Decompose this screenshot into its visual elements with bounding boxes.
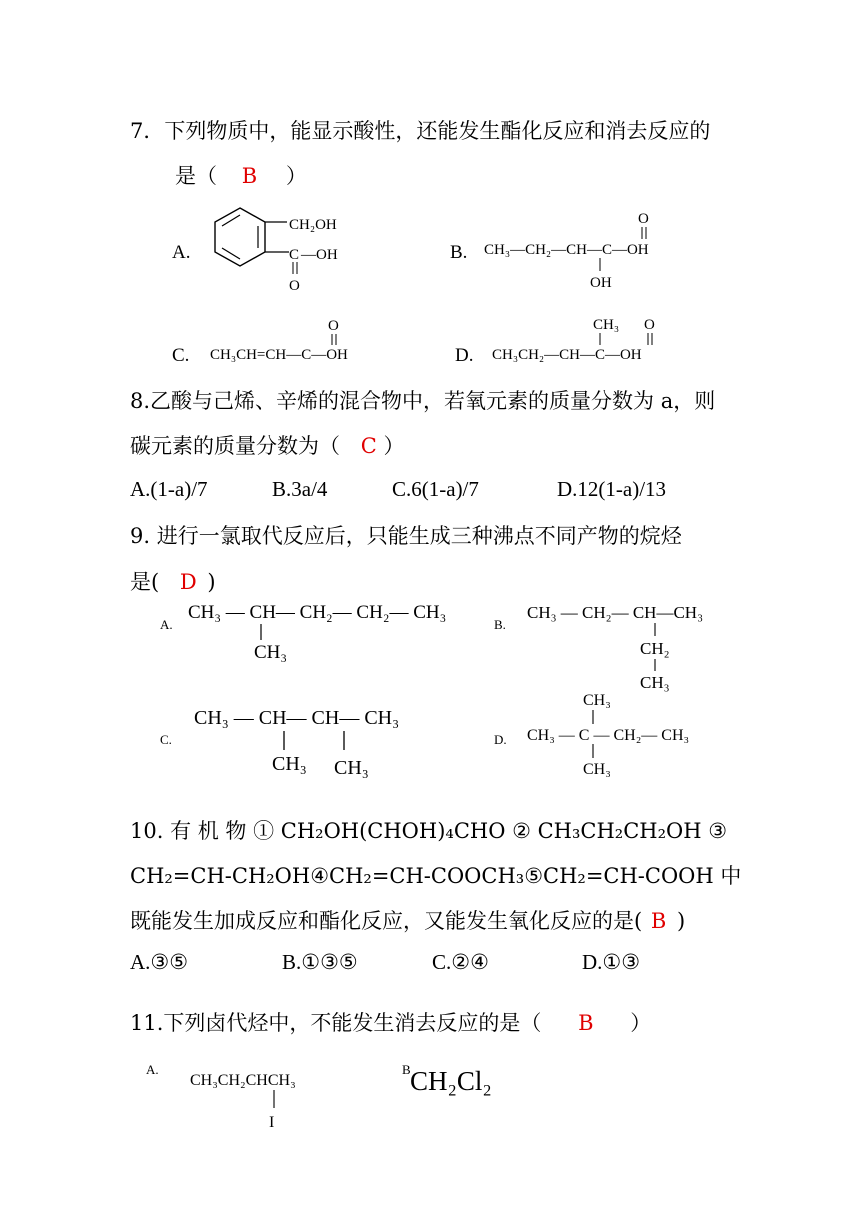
b-oh: OH (590, 275, 612, 291)
q8-option-b: B.3a/4 (272, 477, 328, 501)
q7-option-b-structure (482, 205, 722, 295)
q7-line2 (175, 160, 307, 190)
q11-option-a-label: A. (146, 1062, 159, 1077)
b-formula: CH₃—CH₂—CH—C—OH (484, 242, 649, 258)
c-formula: CH₃CH=CH—C—OH (210, 347, 348, 363)
q9-option-a-structure (186, 598, 476, 666)
q9-line1: 9. 进行一氯取代反应后，只能生成三种沸点不同产物的烷烃 (130, 524, 682, 548)
q7-prefix: 是（ (175, 164, 217, 188)
q8-line2 (130, 430, 404, 460)
q9b-sub2: CH₃ (640, 673, 670, 692)
q7-answer: B (241, 164, 258, 188)
q7-suffix: ） (285, 164, 307, 188)
q9b-sub1: CH₂ (640, 639, 670, 658)
q11-answer: B (578, 1011, 594, 1035)
q9-option-a-label: A. (160, 617, 173, 632)
q7-option-c-label: C. (172, 345, 190, 366)
q11-suffix: ） (630, 1011, 652, 1035)
q7-option-b-label: B. (450, 242, 468, 263)
a-o: O (289, 278, 300, 294)
q9c-sub2: CH₃ (334, 757, 369, 779)
d-o: O (644, 317, 655, 333)
q11-option-b-formula: CH₂Cl₂ (410, 1066, 492, 1096)
q9a-sub: CH₃ (254, 642, 288, 663)
q9-option-d-label: D. (494, 732, 507, 747)
q9c-main: CH₃ — CH— CH— CH₃ (194, 707, 400, 729)
q8-prefix: 碳元素的质量分数为（ (130, 434, 340, 458)
c-o: O (328, 318, 339, 334)
q9-option-c-structure (192, 700, 452, 780)
q11a-i: I (269, 1114, 275, 1131)
a-ch2oh: CH₂OH (289, 217, 337, 233)
q9-option-b-label: B. (494, 617, 506, 632)
q9d-top: CH₃ (583, 692, 611, 709)
q11-option-a-structure (188, 1064, 358, 1136)
q11-option-b-label: B (402, 1062, 411, 1077)
q9-line2 (130, 566, 216, 596)
q9d-bottom: CH₃ (583, 761, 611, 778)
q10-answer: B (650, 909, 667, 933)
q8-answer: C (360, 434, 377, 458)
q9c-sub1: CH₃ (272, 753, 307, 775)
q10-line2: CH₂=CH-CH₂OH④CH₂=CH-COOCH₃⑤CH₂=CH-COOH 中 (130, 864, 742, 888)
q9-answer: D (179, 570, 197, 594)
q9b-main: CH₃ — CH₂— CH—CH₃ (527, 603, 703, 622)
q11a-formula: CH₃CH₂CHCH₃ (190, 1072, 296, 1089)
q7-option-a-label: A. (172, 242, 191, 263)
q8-line1: 8.乙酸与己烯、辛烯的混合物中，若氧元素的质量分数为 a，则 (130, 389, 716, 413)
q11-prefix: 11.下列卤代烃中，不能发生消去反应的是（ (130, 1011, 542, 1035)
q8-suffix: ） (383, 434, 405, 458)
q10-option-b: B.①③⑤ (282, 950, 358, 974)
q8-option-c: C.6(1-a)/7 (392, 477, 479, 501)
q7-line1: 7．下列物质中，能显示酸性，还能发生酯化反应和消去反应的 (130, 119, 711, 143)
q7-option-a-structure (205, 200, 365, 300)
q9-prefix: 是( (130, 570, 160, 594)
q8-option-d: D.12(1-a)/13 (557, 477, 667, 501)
b-o: O (638, 211, 649, 227)
q9d-main: CH₃ — C — CH₂— CH₃ (527, 727, 690, 744)
q10-prefix: 既能发生加成反应和酯化反应，又能发生氧化反应的是( (130, 909, 643, 933)
q10-line3 (130, 905, 685, 935)
q8-options (130, 477, 666, 502)
d-formula: CH₃CH₂—CH—C—OH (492, 347, 642, 363)
q10-suffix: ) (677, 909, 686, 933)
q9-option-b-structure (525, 600, 735, 692)
q7-option-d-structure (490, 308, 730, 370)
q11-line1 (130, 1007, 651, 1037)
q9-suffix: ) (207, 570, 216, 594)
q10-option-c: C.②④ (432, 950, 489, 974)
q9-option-d-structure (525, 688, 735, 780)
a-c: C (289, 247, 300, 263)
q7-option-c-structure (208, 310, 408, 370)
q10-options (130, 950, 640, 975)
q10-option-a: A.③⑤ (130, 950, 189, 974)
q10-option-d: D.①③ (582, 950, 641, 974)
q8-option-a: A.(1-a)/7 (130, 477, 208, 501)
q10-line1: 10. 有 机 物 ① CH₂OH(CHOH)₄CHO ② CH₃CH₂CH₂OH ③ (130, 819, 728, 843)
a-oh: —OH (301, 247, 338, 263)
q9a-main: CH₃ — CH— CH₂— CH₂— CH₃ (188, 602, 447, 623)
q7-option-d-label: D. (455, 345, 474, 366)
q9-option-c-label: C. (160, 732, 172, 747)
d-ch3: CH₃ (593, 317, 620, 333)
